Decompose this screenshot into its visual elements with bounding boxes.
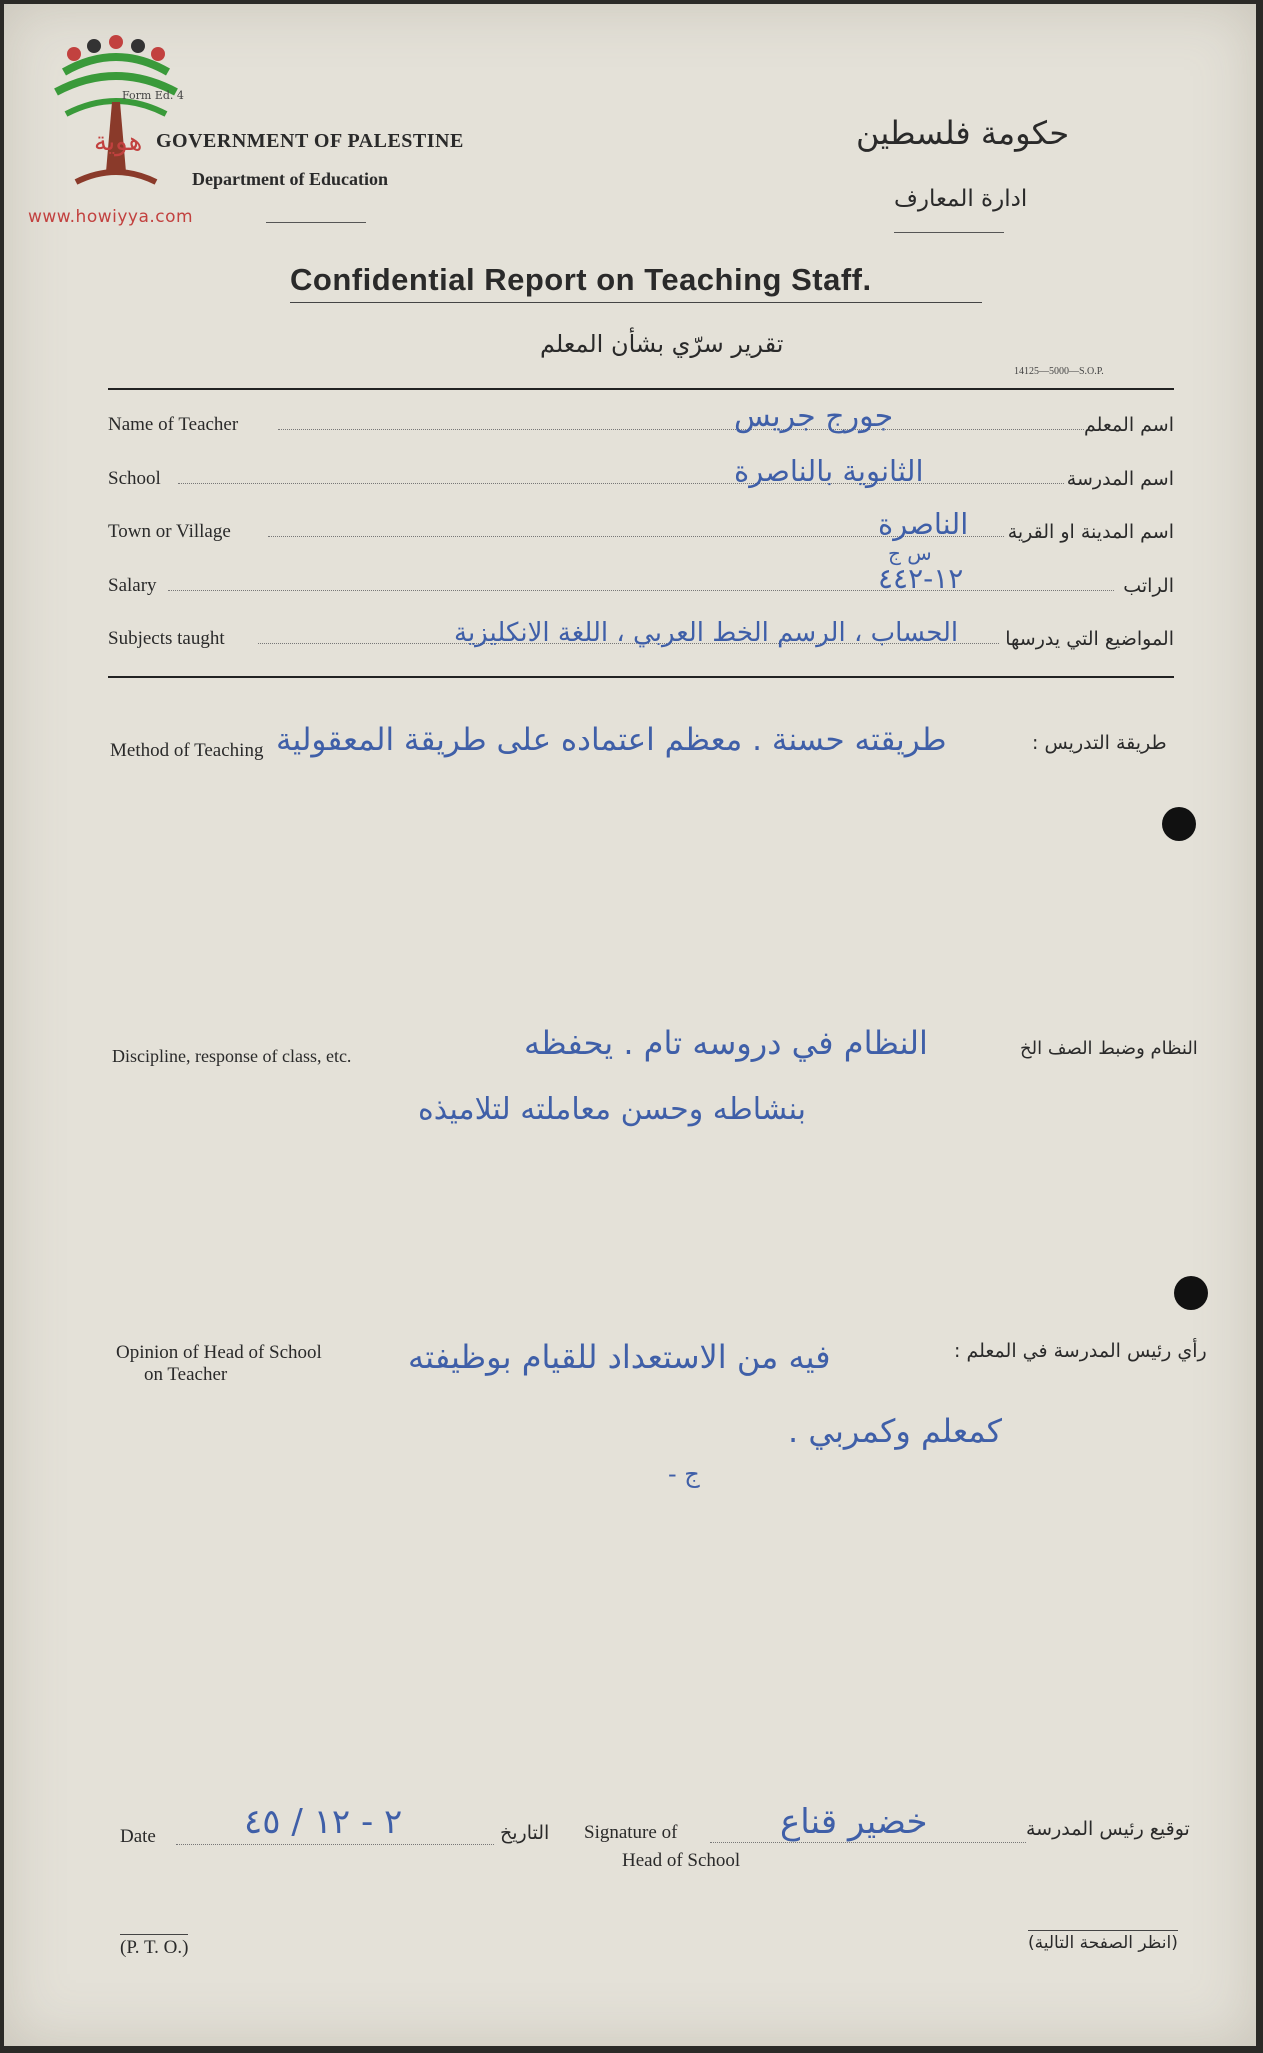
gov-title-ar: حكومة فلسطين <box>856 114 1070 152</box>
date-label-ar: التاريخ <box>500 1822 550 1844</box>
form-top-rule <box>108 388 1174 390</box>
signature-value: خضير قناع <box>780 1802 928 1842</box>
field-school <box>108 454 1174 494</box>
handwritten-value: جورج جريس <box>734 399 894 434</box>
field-label-ar: المواضيع التي يدرسها <box>1005 628 1174 650</box>
page-title: Confidential Report on Teaching Staff. <box>290 262 872 297</box>
discipline-value-line-2: بنشاطه وحسن معاملته لتلاميذه <box>418 1092 807 1127</box>
dotted-line <box>278 429 1084 430</box>
signature-label-en-line-1: Signature of <box>584 1822 678 1843</box>
field-label-ar: اسم المدينة او القرية <box>1007 521 1174 543</box>
gov-title-en: GOVERNMENT OF PALESTINE <box>156 130 464 152</box>
field-label-ar: اسم المعلم <box>1083 414 1174 436</box>
dotted-line <box>168 590 1114 591</box>
handwritten-value: الحساب ، الرسم الخط العربي ، اللغة الانكليزية <box>454 618 959 648</box>
discipline-label-ar: النظام وضبط الصف الخ <box>1020 1038 1198 1059</box>
punch-hole <box>1162 807 1196 841</box>
dept-title-en: Department of Education <box>192 169 388 189</box>
signature-label-en-line-2: Head of School <box>622 1850 741 1871</box>
field-name-of-teacher <box>108 400 1174 440</box>
header-rule-ar <box>894 232 1004 233</box>
date-dotted-line <box>176 1844 494 1845</box>
field-label-en: Subjects taught <box>108 628 225 649</box>
form-bottom-rule <box>108 676 1174 678</box>
opinion-value-line-3: ج - <box>668 1460 700 1488</box>
field-label-ar: الراتب <box>1123 575 1174 597</box>
punch-hole <box>1174 1276 1208 1310</box>
field-label-en: Town or Village <box>108 521 231 542</box>
field-label-en: Name of Teacher <box>108 414 239 435</box>
field-label-ar: اسم المدرسة <box>1066 468 1174 490</box>
signature-label-ar: توقيع رئيس المدرسة <box>1026 1818 1190 1840</box>
method-value: طريقته حسنة . معظم اعتماده على طريقة المعقولية <box>276 722 947 758</box>
field-town-or-village <box>108 507 1174 547</box>
pto-label-ar: (انظر الصفحة التالية) <box>1028 1930 1178 1953</box>
handwritten-value: ١٢-٤٤٢ <box>878 562 964 595</box>
discipline-label-en: Discipline, response of class, etc. <box>112 1046 352 1066</box>
field-label-en: Salary <box>108 575 157 596</box>
date-value: ٢ - ١٢ / ٤٥ <box>244 1802 403 1842</box>
title-underline <box>290 302 982 303</box>
page-title-ar: تقرير سرّي بشأن المعلم <box>540 330 784 358</box>
logo-text: هوية <box>94 127 143 157</box>
handwritten-note: س ج <box>888 541 932 565</box>
handwritten-value: الثانوية بالناصرة <box>734 454 924 488</box>
dotted-line <box>178 483 1064 484</box>
field-salary <box>108 541 1174 601</box>
handwritten-value: الناصرة <box>878 507 969 541</box>
date-label-en: Date <box>120 1826 156 1847</box>
pto-label-en: (P. T. O.) <box>120 1934 188 1959</box>
signature-dotted-line <box>710 1842 1026 1843</box>
opinion-label-en-line-1: Opinion of Head of School <box>116 1342 322 1363</box>
method-label-ar: طريقة التدريس : <box>1032 732 1167 754</box>
opinion-label-en-line-2: on Teacher <box>144 1364 228 1385</box>
opinion-value-line-2: كمعلم وكمربي . <box>788 1412 1002 1450</box>
method-label-en: Method of Teaching <box>110 740 264 761</box>
discipline-value-line-1: النظام في دروسه تام . يحفظه <box>524 1024 928 1062</box>
edition-tag: Form Ed. 4 <box>122 89 184 102</box>
header-rule-en <box>266 222 366 223</box>
opinion-value-line-1: فيه من الاستعداد للقيام بوظيفته <box>408 1338 831 1376</box>
document-page <box>4 4 1256 2046</box>
form-code: 14125—5000—S.O.P. <box>1014 366 1104 377</box>
field-subjects-taught <box>108 614 1174 654</box>
dept-title-ar: ادارة المعارف <box>894 186 1028 212</box>
watermark-url: www.howiyya.com <box>28 207 194 227</box>
opinion-label-ar: رأي رئيس المدرسة في المعلم : <box>954 1340 1207 1362</box>
field-label-en: School <box>108 468 161 489</box>
howiyya-logo-icon <box>46 32 186 192</box>
